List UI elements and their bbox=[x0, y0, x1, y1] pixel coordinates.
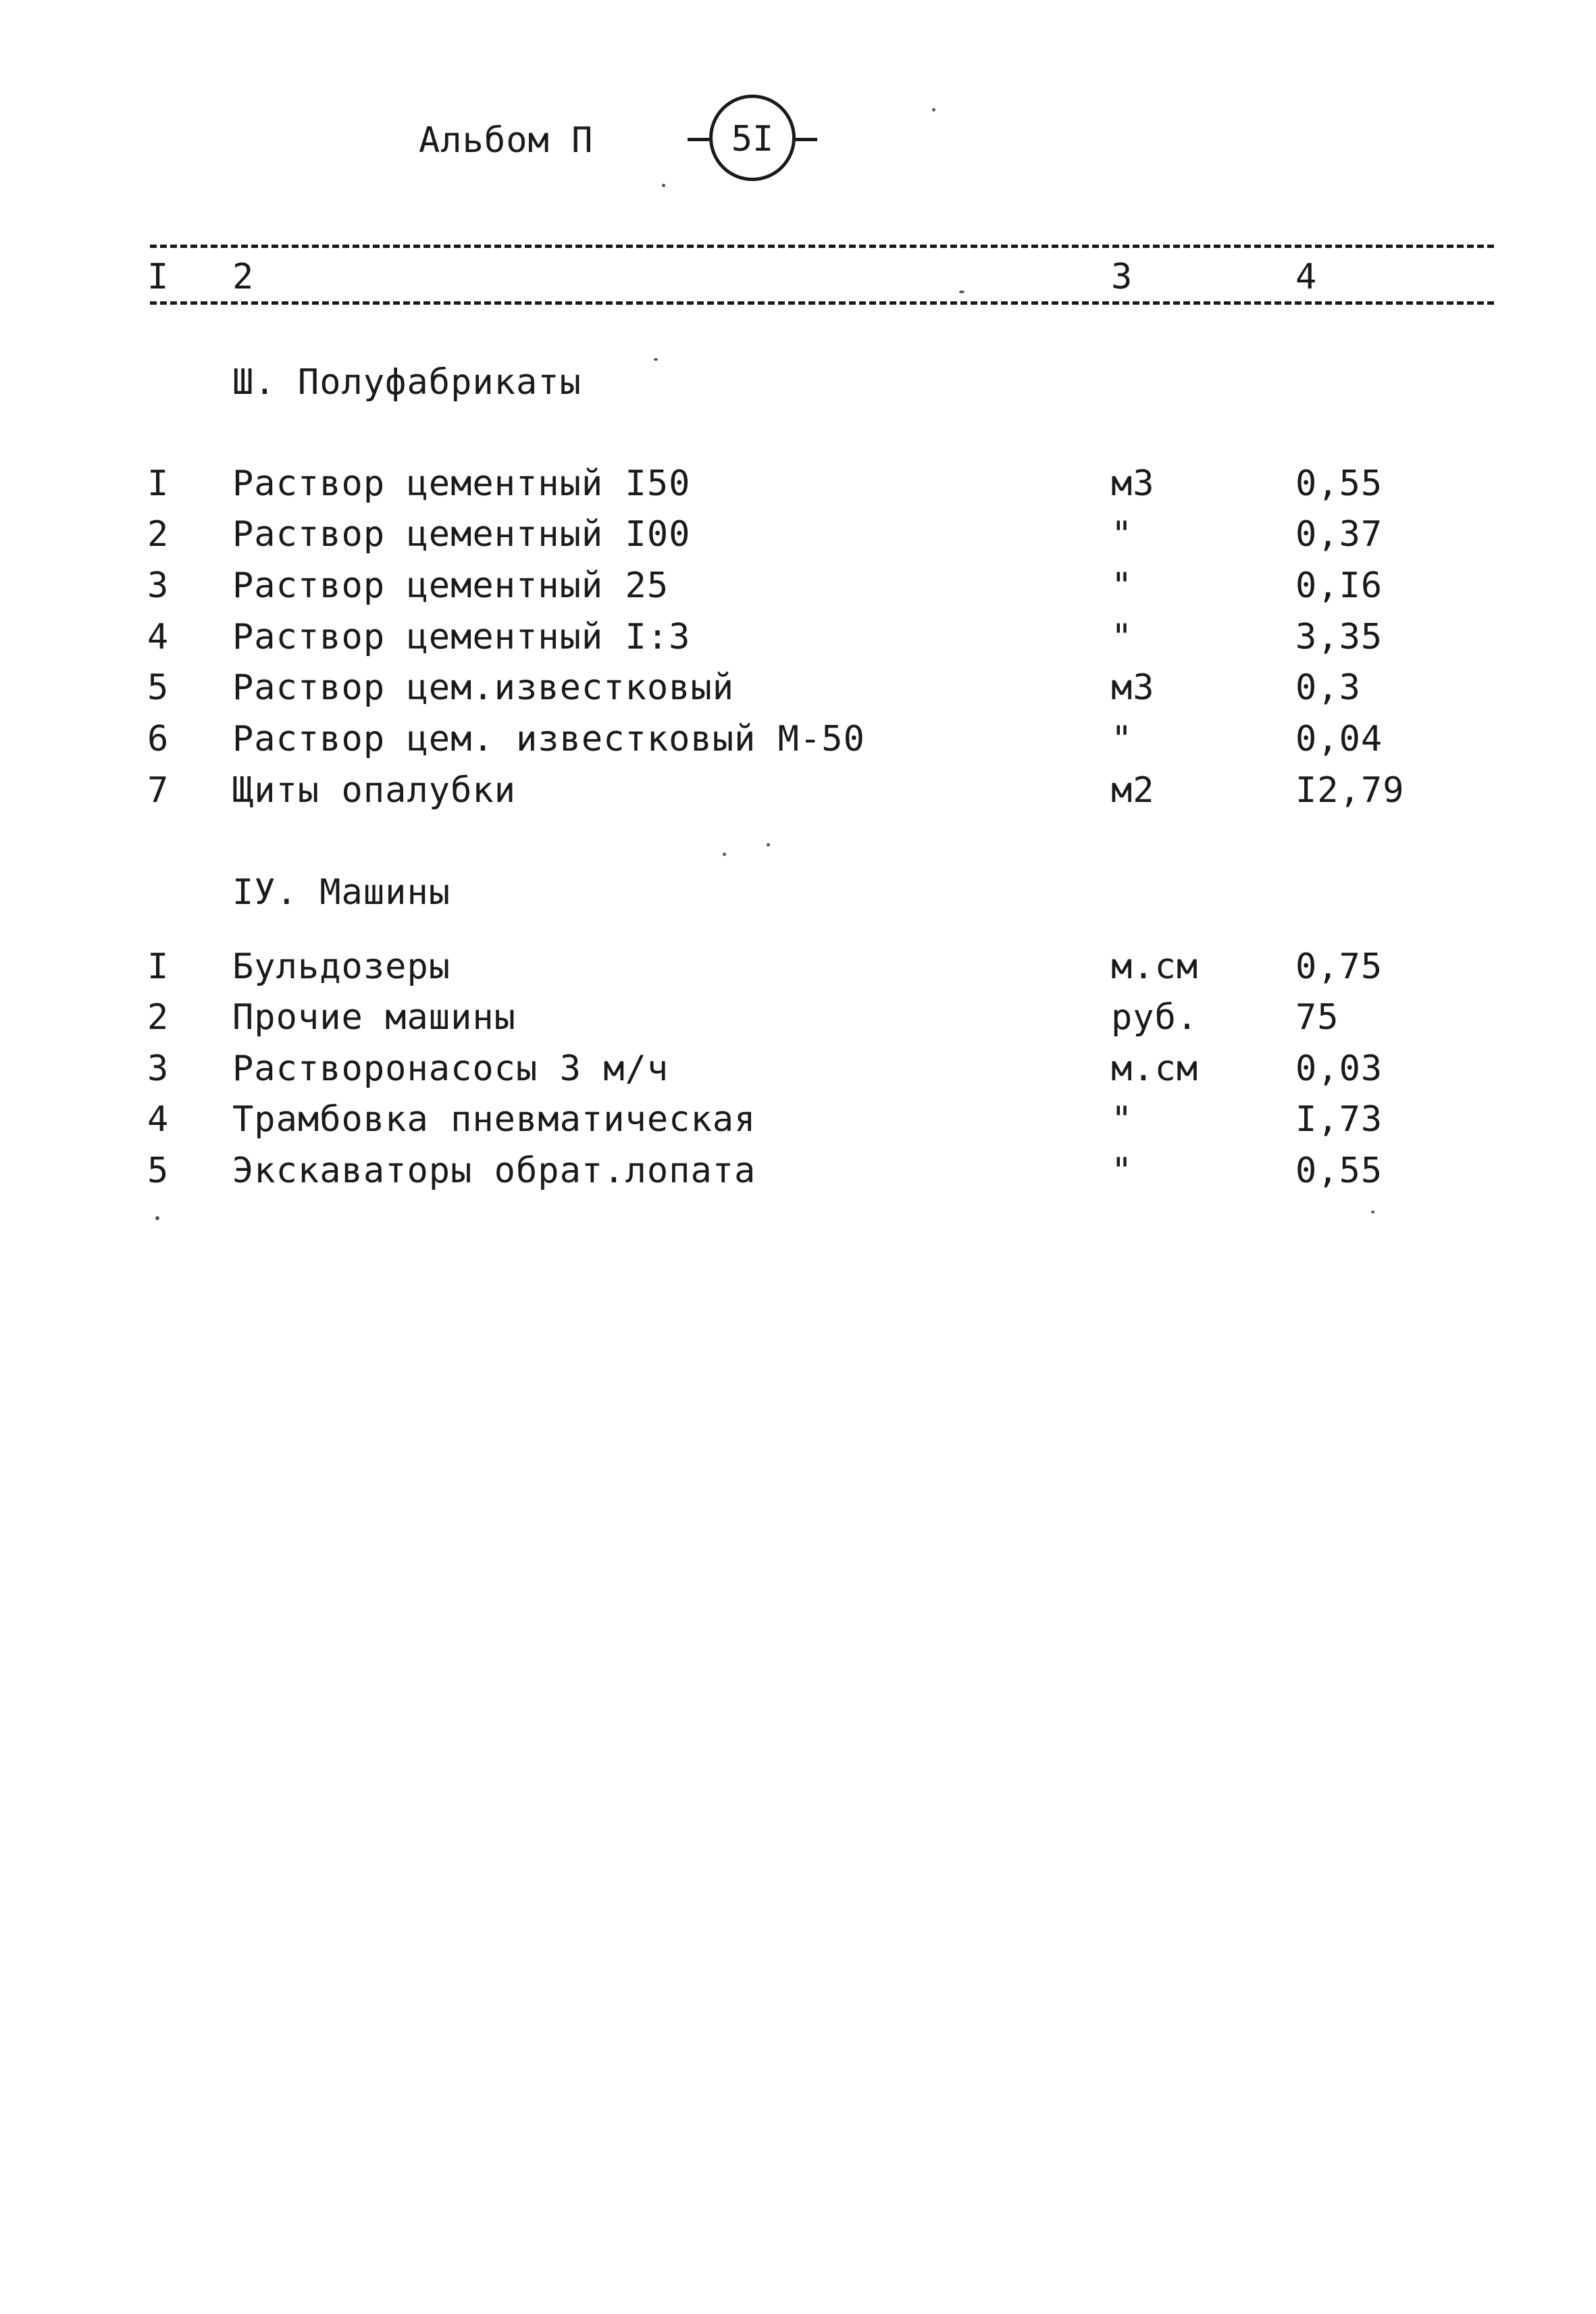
row-value: 75 bbox=[1295, 997, 1339, 1038]
row-unit: " bbox=[1111, 1151, 1133, 1191]
row-number: 7 bbox=[147, 770, 170, 811]
column-header-2: 2 bbox=[232, 257, 255, 297]
row-unit: м.см bbox=[1111, 947, 1199, 987]
row-number: 4 bbox=[147, 617, 170, 657]
scan-speck bbox=[662, 184, 665, 187]
row-unit: м2 bbox=[1111, 770, 1155, 811]
scan-speck bbox=[959, 291, 964, 293]
scan-speck bbox=[155, 1216, 159, 1220]
row-value: 0,04 bbox=[1295, 719, 1383, 759]
section-title: IУ. Машины bbox=[232, 872, 451, 913]
row-number: I bbox=[147, 463, 170, 504]
row-number: 5 bbox=[147, 668, 170, 708]
scan-speck bbox=[654, 358, 658, 361]
row-name: Прочие машины bbox=[232, 997, 516, 1038]
column-header-3: 3 bbox=[1111, 257, 1133, 297]
column-header-1: I bbox=[147, 257, 170, 297]
row-value: 0,75 bbox=[1295, 947, 1383, 987]
row-number: I bbox=[147, 947, 170, 987]
row-name: Раствор цементный 25 bbox=[232, 565, 669, 606]
table-header-rule-bottom bbox=[150, 301, 1494, 305]
row-name: Бульдозеры bbox=[232, 947, 451, 987]
row-name: Щиты опалубки bbox=[232, 770, 516, 811]
row-value: 0,55 bbox=[1295, 1151, 1383, 1191]
row-value: I2,79 bbox=[1295, 770, 1405, 811]
row-number: 5 bbox=[147, 1151, 170, 1191]
row-value: 0,3 bbox=[1295, 668, 1361, 708]
row-value: 0,55 bbox=[1295, 463, 1383, 504]
row-name: Раствор цементный I:3 bbox=[232, 617, 691, 657]
row-unit: " bbox=[1111, 617, 1133, 657]
row-number: 2 bbox=[147, 514, 170, 555]
row-name: Растворонасосы 3 м/ч bbox=[232, 1049, 669, 1089]
row-value: I,73 bbox=[1295, 1099, 1383, 1140]
row-unit: м3 bbox=[1111, 463, 1155, 504]
row-number: 3 bbox=[147, 1049, 170, 1089]
row-name: Раствор цем.известковый bbox=[232, 668, 735, 708]
row-name: Трамбовка пневматическая bbox=[232, 1099, 756, 1140]
row-name: Раствор цементный I00 bbox=[232, 514, 691, 555]
row-unit: " bbox=[1111, 565, 1133, 606]
scan-speck bbox=[932, 108, 935, 111]
row-unit: руб. bbox=[1111, 997, 1199, 1038]
row-value: 0,I6 bbox=[1295, 565, 1383, 606]
section-title: Ш. Полуфабрикаты bbox=[232, 362, 582, 403]
page-number-dash-right bbox=[796, 138, 817, 141]
row-value: 0,03 bbox=[1295, 1049, 1383, 1089]
row-number: 3 bbox=[147, 565, 170, 606]
scan-speck bbox=[723, 853, 726, 856]
row-unit: " bbox=[1111, 514, 1133, 555]
row-unit: " bbox=[1111, 1099, 1133, 1140]
scan-speck bbox=[767, 843, 770, 847]
row-value: 0,37 bbox=[1295, 514, 1383, 555]
row-number: 2 bbox=[147, 997, 170, 1038]
page-number: 5I bbox=[731, 119, 774, 159]
row-name: Экскаваторы обрат.лопата bbox=[232, 1151, 756, 1191]
row-number: 4 bbox=[147, 1099, 170, 1140]
row-unit: м3 bbox=[1111, 668, 1155, 708]
row-number: 6 bbox=[147, 719, 170, 759]
row-name: Раствор цементный I50 bbox=[232, 463, 691, 504]
row-value: 3,35 bbox=[1295, 617, 1383, 657]
scan-speck bbox=[1371, 1211, 1374, 1213]
row-unit: м.см bbox=[1111, 1049, 1199, 1089]
row-name: Раствор цем. известковый М-50 bbox=[232, 719, 865, 759]
table-header-rule-top bbox=[150, 245, 1494, 248]
row-unit: " bbox=[1111, 719, 1133, 759]
column-header-4: 4 bbox=[1295, 257, 1318, 297]
album-title: Альбом П bbox=[419, 120, 594, 161]
page-number-dash-left bbox=[688, 138, 709, 141]
